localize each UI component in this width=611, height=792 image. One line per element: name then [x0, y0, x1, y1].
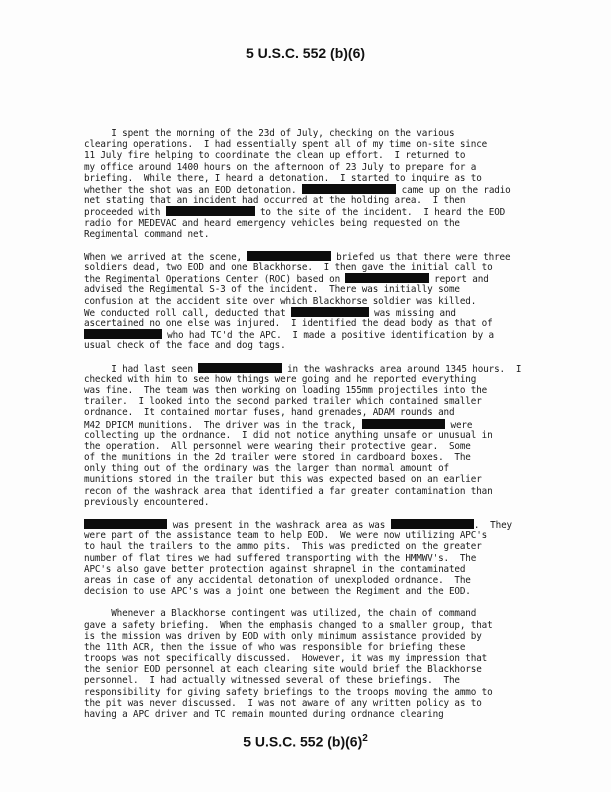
text-line: the 11th ACR, then the issue of who was responsible for briefing these: [84, 641, 466, 653]
text-line: previously encountered.: [84, 496, 210, 508]
text-line: the Regimental Operations Center (ROC) based on report and: [84, 274, 489, 286]
exemption-footer: [0, 733, 611, 750]
text-line: Regimental command net.: [84, 228, 210, 240]
text-line: troops was not specifically discussed. However, it was my impression that: [84, 653, 488, 665]
text-line: who had TC'd the APC. I made a positive identification by a: [84, 329, 594, 340]
paragraph: [84, 128, 594, 240]
text-line: ordnance. It contained mortar fuses, hand grenades, ADAM rounds and: [84, 407, 455, 419]
text-line: confusion at the accident site over which Blackhorse soldier was killed.: [84, 295, 477, 307]
text-line: 11 July fire helping to coordinate the clean up effort. I returned to: [84, 150, 466, 162]
text-line: M42 DPICM munitions. The driver was in the track, were: [84, 419, 473, 431]
text-line: my office around 1400 hours on the afternoon of 23 July to prepare for a: [84, 161, 477, 173]
text-line: trailer. I looked into the second parked trailer which contained smaller: [84, 396, 482, 408]
exemption-footer-text: 5 U.S.C. 552 (b)(6): [243, 733, 363, 750]
text-line: were part of the assistance team to help EOD. We were now utilizing APC's: [84, 530, 488, 542]
redaction-bar: [198, 363, 281, 373]
text-line: areas in case of any accidental detonation of unexploded ordnance. The: [84, 574, 471, 586]
redaction-bar: [84, 329, 162, 339]
text-line: collecting up the ordnance. I did not notice anything unsafe or unusual in: [84, 429, 493, 441]
text-line: radio for MEDEVAC and heard emergency vehicles being requested on the: [84, 217, 460, 229]
text-line: recon of the washrack area that identified a far greater contamination than: [84, 485, 493, 497]
text-line: only thing out of the ordinary was the larger than normal amount of: [84, 463, 449, 475]
text-line: the senior EOD personnel at each clearing site would brief the Blackhorse: [84, 664, 482, 676]
paragraph: [84, 608, 594, 720]
text-line: checked with him to see how things were going and he reported everything: [84, 373, 477, 385]
redaction-bar: [362, 419, 445, 429]
page-number: 2: [362, 733, 368, 744]
redaction-bar: [291, 307, 369, 317]
text-line: We conducted roll call, deducted that was missing and: [84, 307, 456, 319]
exemption-header: 5 U.S.C. 552 (b)(6): [245, 45, 366, 61]
text-line: soldiers dead, two EOD and one Blackhorse. I then gave the initial call to: [84, 262, 493, 274]
paragraph: [84, 251, 594, 352]
text-line: was fine. The team was then working on loading 155mm projectiles into the: [84, 384, 488, 396]
text-line: Whenever a Blackhorse contingent was utilized, the chain of command: [84, 608, 477, 620]
text-line: I had last seen in the washracks area around 1345 hours. I: [84, 363, 522, 375]
text-line: is the mission was driven by EOD with only minimum assistance provided by: [84, 630, 482, 642]
text-line: I spent the morning of the 23d of July, checking on the various: [84, 128, 455, 139]
redaction-bar: [391, 519, 474, 529]
text-line: ascertained no one else was injured. I identified the dead body as that of: [84, 318, 493, 329]
text-line: usual check of the face and dog tags.: [84, 340, 286, 352]
text-line: briefing. While there, I heard a detonation. I started to inquire as to: [84, 172, 482, 184]
text-line: the operation. All personnel were wearing their protective gear. Some: [84, 440, 471, 452]
text-line: decision to use APC's was a joint one between the Regiment and the EOD.: [84, 586, 471, 598]
text-line: number of flat tires we had suffered transporting with the HMMWV's. The: [84, 552, 477, 564]
text-line: advised the Regimental S-3 of the incident. There was initially some: [84, 284, 460, 296]
paragraph: [84, 519, 594, 597]
text-line: personnel. I had actually witnessed several of these briefings. The: [84, 675, 460, 687]
redaction-bar: [247, 251, 330, 261]
text-line: clearing operations. I had essentially spent all of my time on-site since: [84, 139, 488, 151]
paragraph: [84, 363, 594, 508]
text-line: of the munitions in the 2d trailer were stored in cardboard boxes. The: [84, 452, 471, 464]
redaction-bar: [166, 206, 255, 216]
text-line: APC's also gave better protection against shrapnel in the contaminated: [84, 563, 466, 575]
text-line: When we arrived at the scene, briefed us that there were three: [84, 251, 511, 263]
text-line: was present in the washrack area as was . They: [84, 519, 594, 530]
redaction-bar: [302, 184, 396, 194]
text-line: munitions stored in the trailer but this was expected based on an earlier: [84, 474, 482, 486]
text-line: net stating that an incident had occurred at the holding area. I then: [84, 195, 466, 207]
text-line: gave a safety briefing. When the emphasis changed to a smaller group, that: [84, 619, 493, 631]
redaction-bar: [84, 519, 167, 529]
text-line: responsibility for giving safety briefings to the troops moving the ammo to: [84, 686, 493, 698]
text-line: having a APC driver and TC remain mounted during ordnance clearing: [84, 709, 444, 720]
text-line: whether the shot was an EOD detonation. came up on the radio: [84, 184, 511, 196]
redaction-bar: [345, 273, 428, 283]
text-line: the pit was never discussed. I was not aware of any written policy as to: [84, 697, 482, 709]
text-line: proceeded with to the site of the incident. I heard the EOD: [84, 207, 506, 219]
text-line: to haul the trailers to the ammo pits. This was predicted on the greater: [84, 541, 482, 553]
memo-body: [84, 128, 594, 731]
